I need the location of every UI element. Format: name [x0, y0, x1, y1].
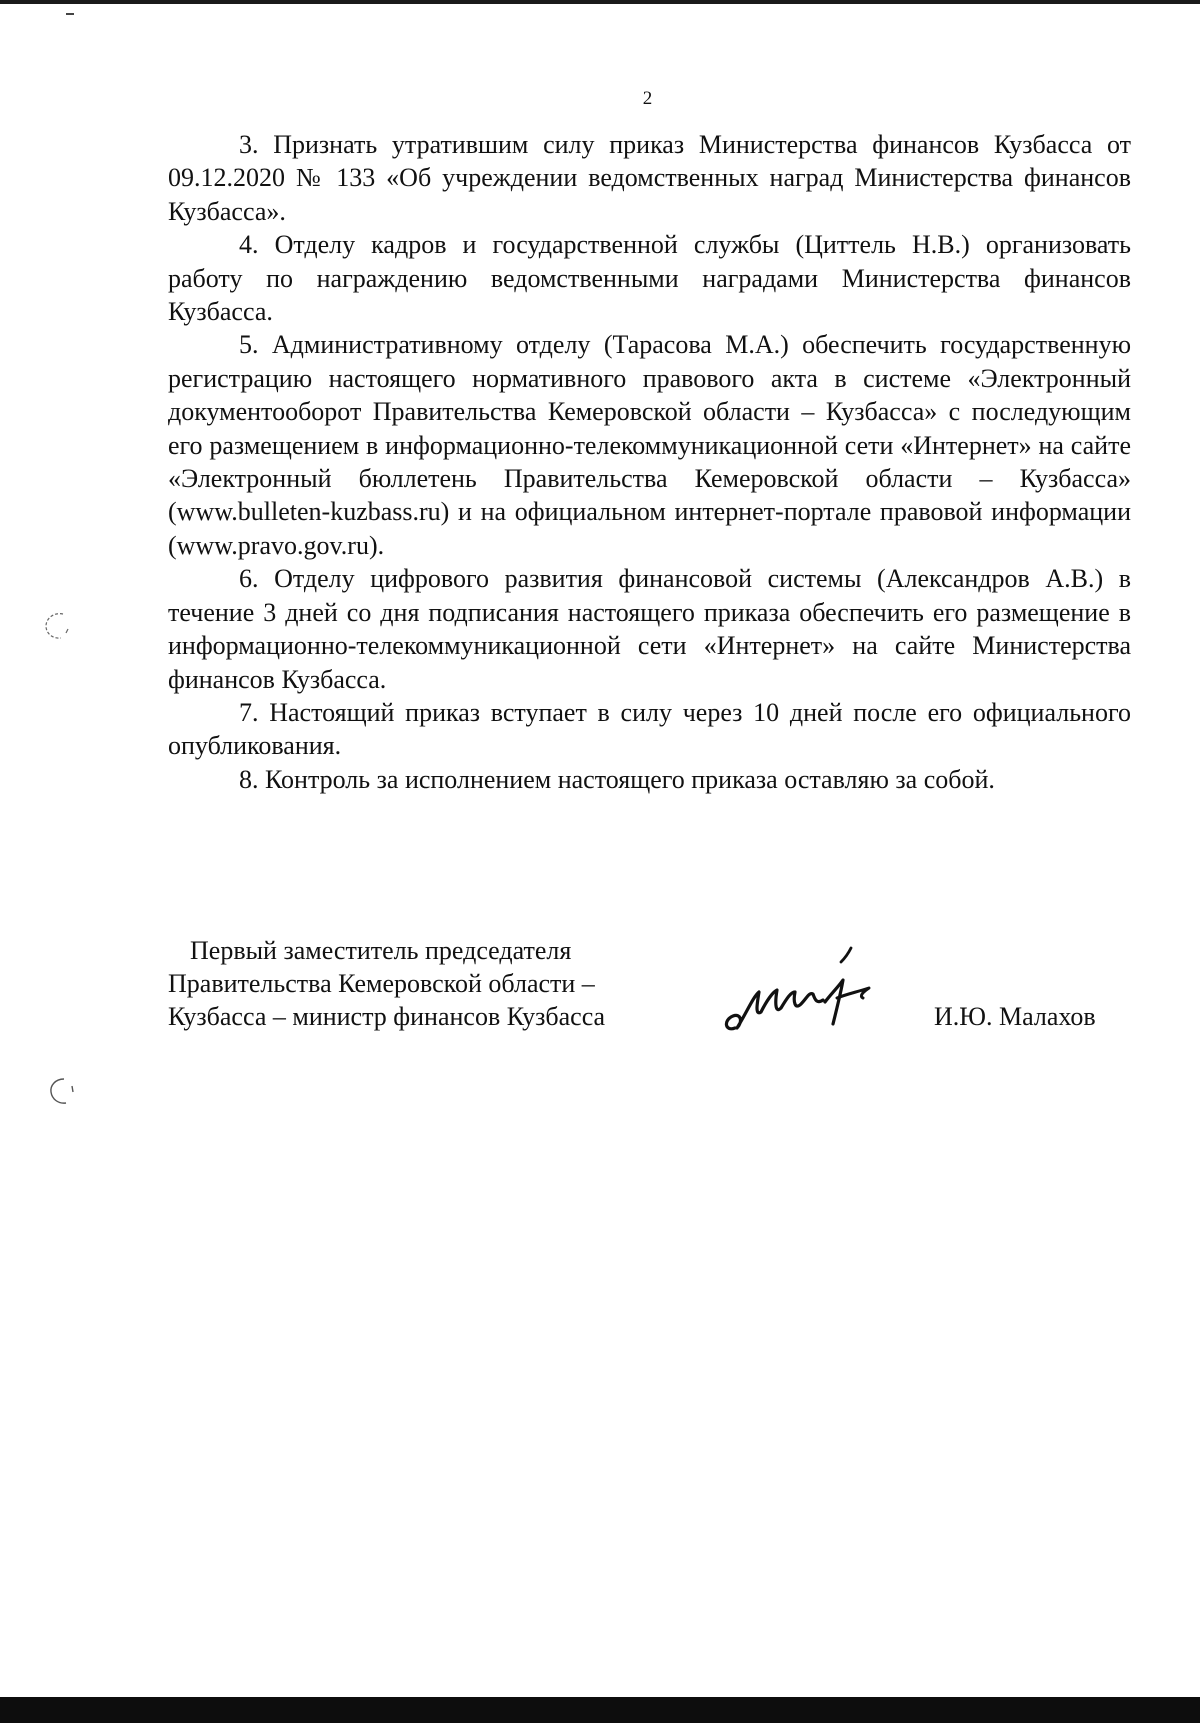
paragraph-7: 7. Настоящий приказ вступает в силу через 10 дней после его официального опубликования.: [168, 697, 1131, 761]
document-body: [168, 128, 1131, 796]
punch-hole-mark: [48, 1076, 74, 1106]
paragraph-5: 5. Административному отделу (Тарасова М.А.) обеспечить государственную регистрацию настоящего нормативного правового акта в системе «Электронный документооборот Правительства Кемеровской области – Кузбасса» с последующим его размещением в информационно-телекоммуникационной сети «Интернет» на сайте «Электронный бюллетень Правительства Кемеровской области – Кузбасса» (www.bulleten-kuzbass.ru) и на официальном интернет-портале правовой информации (www.pravo.gov.ru).: [168, 330, 1131, 560]
signer-position-line: Правительства Кемеровской области –: [168, 969, 595, 998]
handwritten-signature: [713, 942, 883, 1042]
punch-hole-mark: [43, 611, 69, 641]
scan-bottom-edge: [0, 1697, 1200, 1723]
paragraph-8: 8. Контроль за исполнением настоящего приказа оставляю за собой.: [239, 764, 995, 794]
scan-artifact-mark: [66, 13, 74, 15]
signer-name: И.Ю. Малахов: [934, 1002, 1096, 1031]
page-number: 2: [642, 88, 653, 109]
paragraph-4: 4. Отделу кадров и государственной службы (Циттель Н.В.) организовать работу по награждению ведомственными наградами Министерства финансов Кузбасса.: [168, 230, 1131, 327]
signature-block: [168, 934, 1128, 1054]
paragraph-6: 6. Отделу цифрового развития финансовой системы (Александров А.В.) в течение 3 дней со дня подписания настоящего приказа обеспечить его размещение в информационно-телекоммуникационной сети «Интернет» на сайте Министерства финансов Кузбасса.: [168, 564, 1131, 694]
scan-top-edge: [0, 0, 1200, 4]
paragraph-3: 3. Признать утратившим силу приказ Министерства финансов Кузбасса от 09.12.2020 № 133 «Об учреждении ведомственных наград Министерства финансов Кузбасса».: [168, 130, 1131, 226]
signer-position: [168, 934, 668, 1033]
signer-position-line: Первый заместитель председателя: [190, 936, 572, 965]
signer-position-line: Кузбасса – министр финансов Кузбасса: [168, 1002, 606, 1031]
